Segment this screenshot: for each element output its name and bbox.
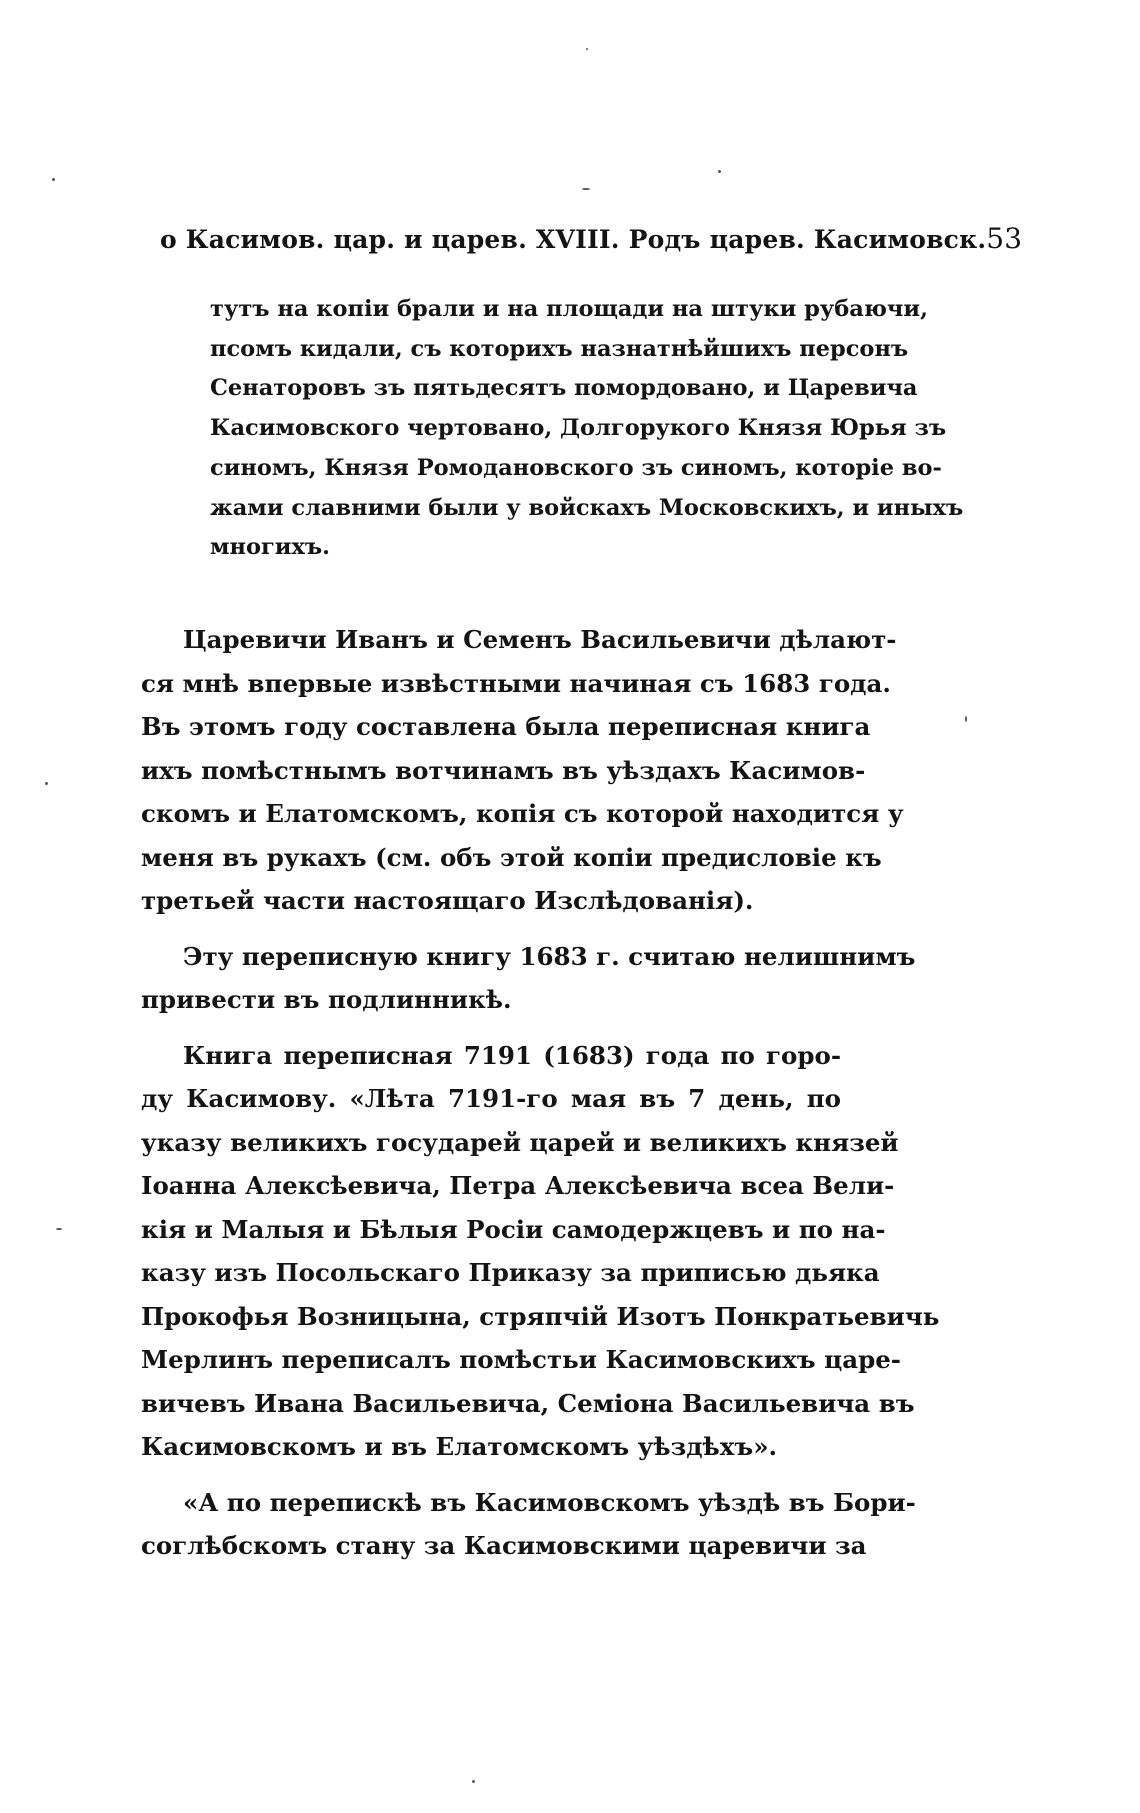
- scan-speck: [586, 48, 588, 50]
- text-line: указу великихъ государей царей и великихъ князей: [141, 1127, 899, 1157]
- scan-speck: [472, 1780, 475, 1783]
- quote-line: синомъ, Князя Ромодановского зъ синомъ, которіе во-: [210, 454, 942, 481]
- quote-line: многихъ.: [210, 534, 331, 561]
- text-line: вичевъ Ивана Васильевича, Семіона Васильевича въ: [141, 1388, 915, 1418]
- paragraph-3: [141, 1034, 940, 1469]
- quote-line: псомъ кидали, съ которихъ назнатнѣйшихъ персонъ: [210, 335, 909, 362]
- paragraph-1: [141, 618, 904, 923]
- main-text: [141, 618, 940, 1580]
- text-line: Въ этомъ году составлена была переписная книга: [141, 712, 871, 741]
- page-number: 53: [986, 222, 1023, 255]
- text-line: привести въ подлинникѣ.: [141, 985, 512, 1014]
- text-line: казу изъ Посольскаго Приказу за приписью дьяка: [141, 1258, 880, 1287]
- text-line: ся мнѣ впервые извѣстными начиная съ 1683 года.: [141, 668, 891, 698]
- quote-line: Касимовского чертовано, Долгорукого Князя Юрья зъ: [210, 415, 947, 442]
- running-title: о Касимов. цар. и царев. XVIII. Родъ царев. Касимовск.: [160, 225, 987, 254]
- scan-speck: [718, 170, 721, 173]
- paragraph-2: [141, 935, 916, 1022]
- text-line: третьей части настоящаго Изслѣдованія).: [141, 886, 754, 915]
- quote-line: жами славними были у войскахъ Московскихъ, и иныхъ: [210, 494, 964, 521]
- text-line: Эту переписную книгу 1683 г. считаю нелишнимъ: [183, 941, 916, 971]
- scan-speck: [965, 716, 967, 722]
- scan-speck: [52, 178, 55, 181]
- text-line: кія и Малыя и Бѣлыя Росіи самодержцевъ и по на-: [141, 1214, 886, 1244]
- text-line: Прокофья Возницына, стряпчій Изотъ Понкратьевичь: [141, 1301, 940, 1331]
- text-line: меня въ рукахъ (см. объ этой копіи предисловіе къ: [141, 842, 882, 872]
- quote-line: тутъ на копіи брали и на площади на штуки рубаючи,: [210, 296, 928, 322]
- text-line: соглѣбскомъ стану за Касимовскими царевичи за: [141, 1531, 867, 1560]
- text-line: «А по перепискѣ въ Касимовскомъ уѣздѣ въ Бори-: [183, 1487, 916, 1517]
- scan-speck: [582, 188, 590, 190]
- text-line: Касимовскомъ и въ Елатомскомъ уѣздѣхъ».: [141, 1432, 778, 1461]
- text-line: Іоанна Алексѣевича, Петра Алексѣевича всеа Вели-: [141, 1171, 895, 1200]
- text-line: ду Касимову. «Лѣта 7191-го мая въ 7 день, по: [141, 1084, 841, 1113]
- scan-speck: [56, 1228, 62, 1230]
- text-line: скомъ и Елатомскомъ, копія съ которой находится у: [141, 799, 904, 828]
- text-line: Книга переписная 7191 (1683) года по горо-: [183, 1040, 841, 1070]
- scan-speck: [45, 782, 48, 785]
- quoted-passage: [210, 290, 964, 568]
- text-line: ихъ помѣстнымъ вотчинамъ въ уѣздахъ Касимов-: [141, 755, 866, 785]
- quote-line: Сенаторовъ зъ пятьдесятъ помордовано, и Царевича: [210, 375, 918, 402]
- running-head: [160, 222, 1023, 262]
- paragraph-4: [141, 1481, 916, 1568]
- text-line: Царевичи Иванъ и Семенъ Васильевичи дѣлают-: [183, 625, 897, 654]
- text-line: Мерлинъ переписалъ помѣстьи Касимовскихъ царе-: [141, 1345, 901, 1374]
